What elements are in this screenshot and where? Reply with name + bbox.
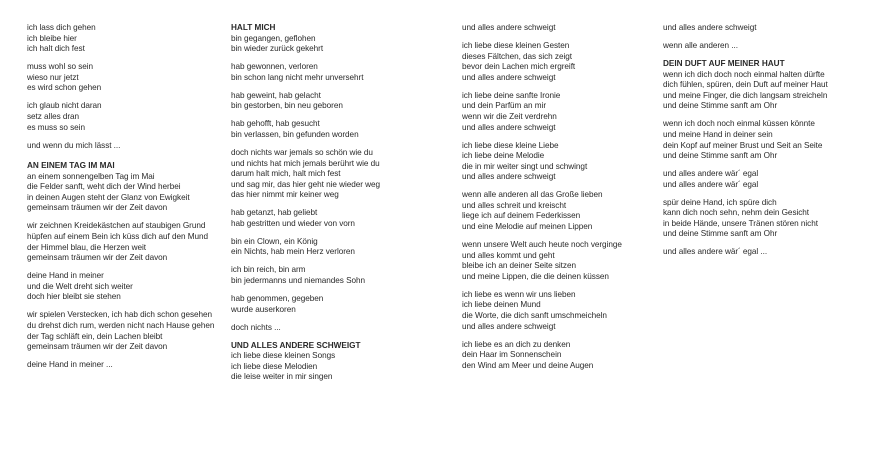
lyric-line: du drehst dich rum, werden nicht nach Hause gehen <box>27 321 215 330</box>
stanza <box>27 310 237 352</box>
stanza <box>27 221 237 263</box>
lyric-line: und meine Lippen, die die deinen küssen <box>462 271 609 281</box>
stanza <box>663 41 873 52</box>
lyric-line: muss wohl so sein <box>27 62 94 72</box>
song-section <box>27 161 237 214</box>
lyric-line: und alles andere wär´ egal ... <box>663 247 768 257</box>
lyric-line: bin wieder zurück gekehrt <box>231 44 324 54</box>
lyric-line: ich liebe es wenn wir uns lieben <box>462 289 576 299</box>
lyric-line: und alles schreit und kreischt <box>462 200 567 210</box>
lyric-line: ich liebe diese kleinen Gesten <box>462 40 570 50</box>
lyric-line: wenn ich doch noch einmal küssen könnte <box>663 119 815 129</box>
lyric-line: doch hier bleibt sie stehen <box>27 292 121 302</box>
stanza <box>27 23 237 55</box>
lyric-line: an einem sonnengelben Tag im Mai <box>27 171 155 181</box>
lyric-line: ich liebe diese kleinen Songs <box>231 351 336 361</box>
lyric-line: und alles andere schweigt <box>462 72 556 82</box>
lyric-line: die in mir weiter singt und schwingt <box>462 161 588 171</box>
lyric-line: darum halt mich, halt mich fest <box>231 169 341 179</box>
lyric-line: ich halt dich fest <box>27 44 85 54</box>
stanza <box>663 119 873 161</box>
lyric-line: hüpfen auf einem Bein ich küss dich auf den Mund <box>27 232 209 242</box>
stanza <box>231 237 441 258</box>
lyric-line: das hier nimmt mir keiner weg <box>231 190 339 200</box>
lyric-line: doch nichts war jemals so schön wie du <box>231 147 373 157</box>
lyric-line: den Wind am Meer und deine Augen <box>462 360 594 370</box>
lyric-line: bin schon lang nicht mehr unversehrt <box>231 72 364 82</box>
lyric-line: in beide Hände, unsere Tränen stören nicht <box>663 218 818 228</box>
lyric-line: gemeinsam träumen wir der Zeit davon <box>27 253 168 263</box>
lyric-line: und alles andere schweigt <box>462 172 556 182</box>
lyric-line: und deine Stimme sanft am Ohr <box>663 151 778 161</box>
stanza <box>663 169 873 190</box>
lyric-line: wenn alle anderen ... <box>663 40 738 50</box>
lyrics-column-4 <box>663 23 873 265</box>
stanza <box>663 247 873 258</box>
lyric-line: bin gegangen, geflohen <box>231 33 316 43</box>
lyric-line: spür deine Hand, ich spüre dich <box>663 197 777 207</box>
lyric-line: dich fühlen, spüren, dein Duft auf meiner Haut <box>663 80 828 90</box>
stanza <box>462 290 672 332</box>
lyric-line: ich liebe deine sanfte Ironie <box>462 90 561 100</box>
lyrics-column-2 <box>231 23 441 390</box>
song-section <box>231 341 441 383</box>
lyric-line: und deine Stimme sanft am Ohr <box>663 229 778 239</box>
lyric-line: hab gewonnen, verloren <box>231 62 318 72</box>
lyric-line: wurde auserkoren <box>231 304 296 314</box>
song-title: DEIN DUFT AUF MEINER HAUT <box>663 58 785 68</box>
lyric-line: ich bin reich, bin arm <box>231 265 306 275</box>
lyric-line: doch nichts ... <box>231 322 281 332</box>
lyric-line: dein Haar im Sonnenschein <box>462 350 562 360</box>
song-title: AN EINEM TAG IM MAI <box>27 161 115 171</box>
lyric-line: gemeinsam träumen wir der Zeit davon <box>27 342 168 352</box>
lyric-line: und alles andere schweigt <box>462 321 556 331</box>
lyric-line: hab gestritten und wieder von vorn <box>231 218 355 228</box>
lyric-line: bleibe ich an deiner Seite sitzen <box>462 261 576 271</box>
lyric-line: in deinen Augen steht der Glanz von Ewigkeit <box>27 192 190 202</box>
lyric-line: deine Hand in meiner ... <box>27 360 113 370</box>
lyric-line: bin verlassen, bin gefunden worden <box>231 129 359 139</box>
song-section <box>663 59 873 112</box>
stanza <box>231 294 441 315</box>
stanza <box>27 62 237 94</box>
stanza <box>663 198 873 240</box>
stanza <box>27 271 237 303</box>
lyric-line: die Worte, die dich sanft umschmeicheln <box>462 311 607 320</box>
lyric-line: der Tag schläft ein, dein Lachen bleibt <box>27 331 163 341</box>
lyric-line: deine Hand in meiner <box>27 271 104 281</box>
lyric-line: wenn unsere Welt auch heute noch verginge <box>462 240 622 250</box>
lyric-line: und eine Melodie auf meinen Lippen <box>462 222 593 232</box>
stanza <box>231 119 441 140</box>
lyric-line: die leise weiter in mir singen <box>231 372 333 382</box>
lyric-line: und alles andere wär´ egal <box>663 179 759 189</box>
lyric-line: hab genommen, gegeben <box>231 294 324 303</box>
lyric-line: hab gehofft, hab gesucht <box>231 119 320 129</box>
stanza <box>231 148 441 201</box>
lyric-line: ein Nichts, hab mein Herz verloren <box>231 247 355 257</box>
lyric-line: und alles andere wär´ egal <box>663 169 759 179</box>
lyric-line: die Felder sanft, weht dich der Wind herbei <box>27 182 181 192</box>
lyric-line: wenn ich dich doch noch einmal halten dürfte <box>663 69 825 79</box>
stanza <box>231 208 441 229</box>
lyric-line: und wenn du mich lässt ... <box>27 140 121 150</box>
lyric-line: bin gestorben, bin neu geboren <box>231 101 343 111</box>
stanza <box>27 360 237 371</box>
stanza <box>462 141 672 183</box>
song-section <box>231 23 441 55</box>
stanza <box>462 190 672 232</box>
lyric-line: der Himmel blau, die Herzen weit <box>27 242 146 252</box>
stanza <box>27 101 237 133</box>
lyric-line: und nichts hat mich jemals berührt wie du <box>231 158 380 168</box>
lyric-line: es muss so sein <box>27 122 85 132</box>
lyric-line: und deine Stimme sanft am Ohr <box>663 101 778 111</box>
lyric-line: ich liebe diese Melodien <box>231 361 318 371</box>
lyric-line: ich liebe diese kleine Liebe <box>462 140 559 150</box>
song-title: HALT MICH <box>231 23 276 32</box>
lyric-line: kann dich noch sehn, nehm dein Gesicht <box>663 208 810 218</box>
lyric-line: und alles andere schweigt <box>663 23 757 32</box>
lyric-line: wenn wir die Zeit verdrehn <box>462 111 557 121</box>
lyric-line: ich lass dich gehen <box>27 23 96 32</box>
lyric-line: bin jedermanns und niemandes Sohn <box>231 276 365 286</box>
lyric-line: hab getanzt, hab geliebt <box>231 208 318 218</box>
lyric-line: und alles andere schweigt <box>462 122 556 132</box>
stanza <box>663 23 873 34</box>
lyric-line: und meine Finger, die dich langsam streicheln <box>663 90 828 100</box>
lyrics-column-3 <box>462 23 672 379</box>
lyric-line: gemeinsam träumen wir der Zeit davon <box>27 203 168 213</box>
stanza <box>462 41 672 83</box>
lyric-line: und alles andere schweigt <box>462 23 556 32</box>
lyric-line: wenn alle anderen all das Große lieben <box>462 190 603 200</box>
lyric-line: bin ein Clown, ein König <box>231 236 318 246</box>
stanza <box>462 91 672 133</box>
lyric-line: hab geweint, hab gelacht <box>231 90 321 100</box>
lyric-line: und meine Hand in deiner sein <box>663 129 773 139</box>
lyric-line: wir spielen Verstecken, ich hab dich schon gesehen <box>27 310 213 320</box>
stanza <box>231 62 441 83</box>
lyric-line: ich liebe deine Melodie <box>462 151 545 161</box>
stanza <box>462 240 672 282</box>
lyric-line: ich liebe es an dich zu denken <box>462 339 571 349</box>
lyric-line: dieses Fältchen, das sich zeigt <box>462 51 572 61</box>
stanza <box>27 141 237 152</box>
stanza <box>231 91 441 112</box>
lyric-line: und dein Parfüm an mir <box>462 101 547 111</box>
stanza <box>231 323 441 334</box>
stanza <box>462 340 672 372</box>
lyric-line: bevor dein Lachen mich ergreift <box>462 62 576 72</box>
lyric-line: dein Kopf auf meiner Brust und Seit an Seite <box>663 140 823 150</box>
lyric-line: es wird schon gehen <box>27 83 102 93</box>
lyric-line: wieso nur jetzt <box>27 72 79 82</box>
song-title: UND ALLES ANDERE SCHWEIGT <box>231 340 361 350</box>
lyric-line: setz alles dran <box>27 111 80 121</box>
lyric-line: wir zeichnen Kreidekästchen auf staubigen Grund <box>27 221 206 231</box>
stanza <box>231 265 441 286</box>
lyric-line: liege ich auf deinem Federkissen <box>462 211 581 221</box>
lyric-line: ich liebe deinen Mund <box>462 300 541 310</box>
lyrics-column-1 <box>27 23 237 378</box>
stanza <box>462 23 672 34</box>
lyric-line: und die Welt dreht sich weiter <box>27 281 133 291</box>
lyric-line: ich bleibe hier <box>27 33 77 43</box>
lyric-line: und sag mir, das hier geht nie wieder weg <box>231 179 381 189</box>
lyric-line: ich glaub nicht daran <box>27 101 102 111</box>
lyric-line: und alles kommt und geht <box>462 250 555 260</box>
